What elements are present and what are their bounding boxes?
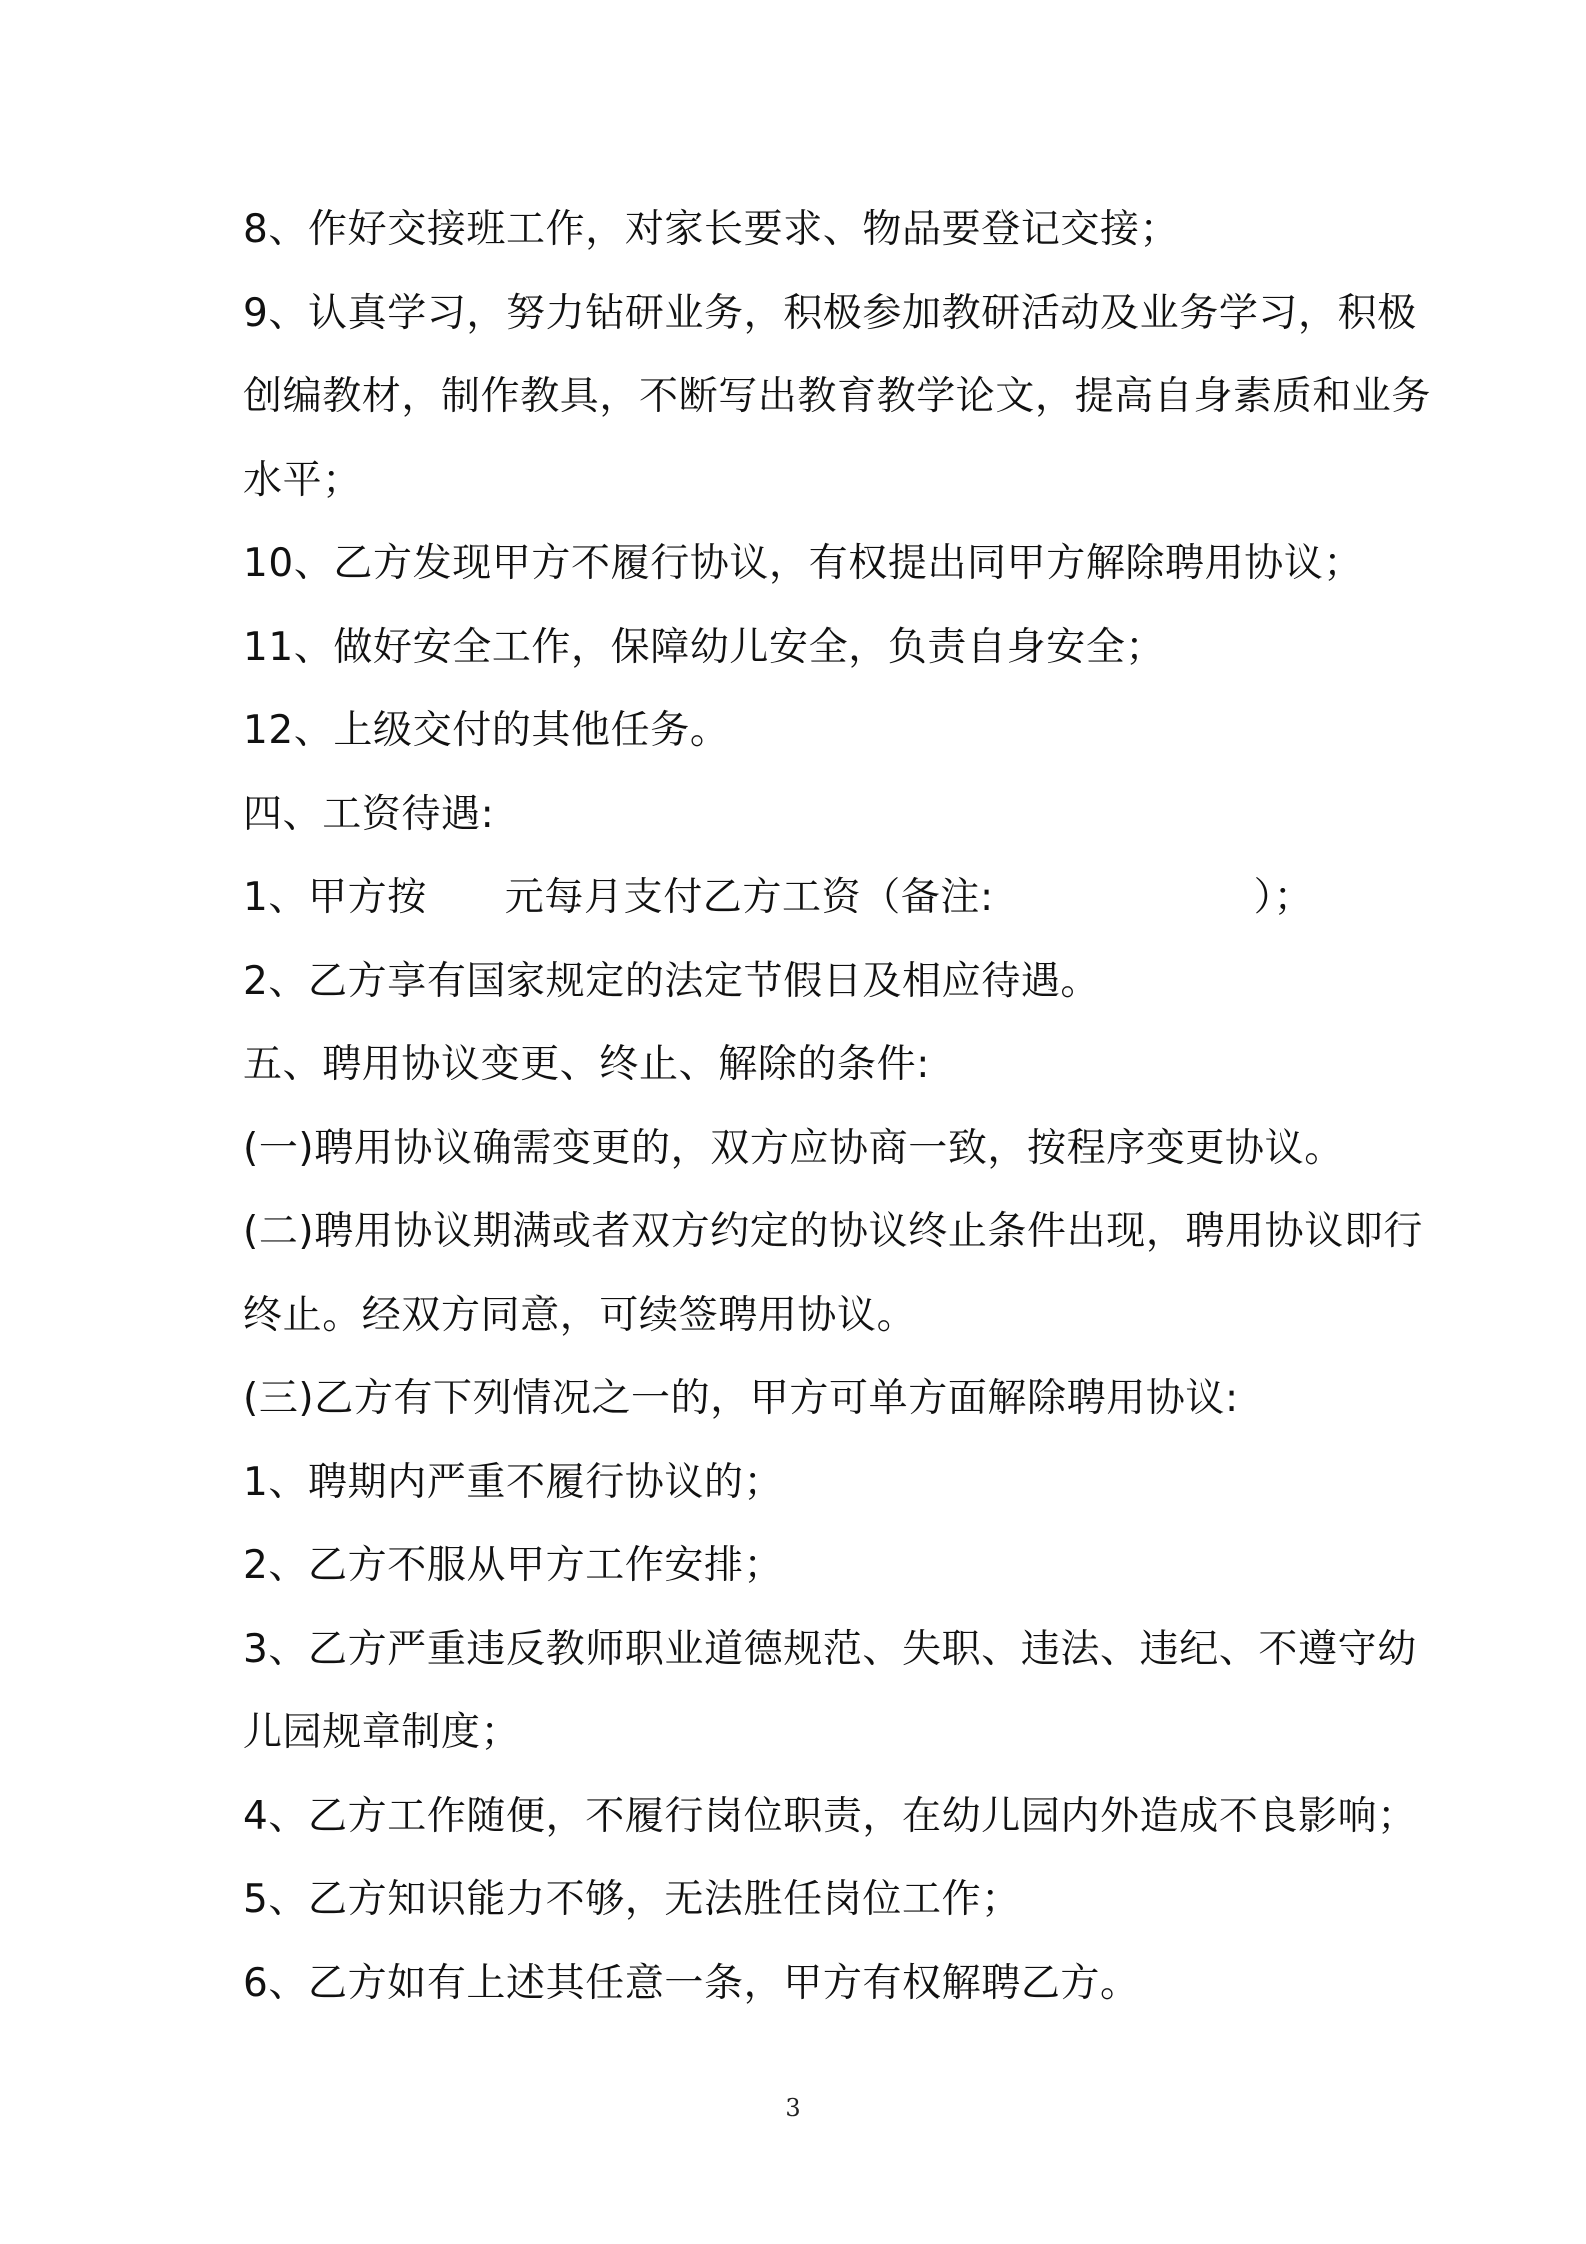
text-line: 1、聘期内严重不履行协议的； bbox=[243, 1459, 784, 1505]
text-line: 3、乙方严重违反教师职业道德规范、失职、违法、违纪、不遵守幼 bbox=[243, 1626, 1417, 1672]
text-line: (一)聘用协议确需变更的，双方应协商一致，按程序变更协议。 bbox=[243, 1125, 1344, 1171]
text-line: 水平； bbox=[243, 457, 362, 503]
text-line: 9、认真学习，努力钻研业务，积极参加教研活动及业务学习，积极 bbox=[243, 290, 1417, 336]
text-line: 12、上级交付的其他任务。 bbox=[243, 708, 730, 753]
text-line: 4、乙方工作随便，不履行岗位职责，在幼儿园内外造成不良影响； bbox=[243, 1793, 1417, 1839]
text-line: 2、乙方不服从甲方工作安排； bbox=[243, 1543, 784, 1588]
text-line: (三)乙方有下列情况之一的，甲方可单方面解除聘用协议: bbox=[243, 1376, 1239, 1421]
text-line: 5、乙方知识能力不够，无法胜任岗位工作； bbox=[243, 1877, 1021, 1922]
text-line: 终止。经双方同意，可续签聘用协议。 bbox=[243, 1292, 917, 1338]
page-number: 3 bbox=[785, 2094, 801, 2122]
text-line: (二)聘用协议期满或者双方约定的协议终止条件出现，聘用协议即行 bbox=[243, 1209, 1424, 1254]
text-line: 10、乙方发现甲方不履行协议，有权提出同甲方解除聘用协议； bbox=[243, 541, 1364, 586]
section-heading: 五、聘用协议变更、终止、解除的条件: bbox=[243, 1042, 930, 1087]
document-body bbox=[243, 188, 1432, 2025]
text-line: 创编教材，制作教具，不断写出教育教学论文，提高自身素质和业务 bbox=[243, 374, 1432, 419]
text-line: 6、乙方如有上述其任意一条，甲方有权解聘乙方。 bbox=[243, 1960, 1140, 2006]
text-line: 儿园规章制度； bbox=[243, 1710, 521, 1755]
text-line: 8、作好交接班工作，对家长要求、物品要登记交接； bbox=[243, 207, 1180, 252]
text-line: 2、乙方享有国家规定的法定节假日及相应待遇。 bbox=[243, 958, 1101, 1004]
section-heading: 四、工资待遇: bbox=[243, 791, 495, 837]
text-line: 11、做好安全工作，保障幼儿安全，负责自身安全； bbox=[243, 624, 1166, 670]
text-line: 1、甲方按 元每月支付乙方工资（备注: ）； bbox=[243, 875, 1314, 920]
